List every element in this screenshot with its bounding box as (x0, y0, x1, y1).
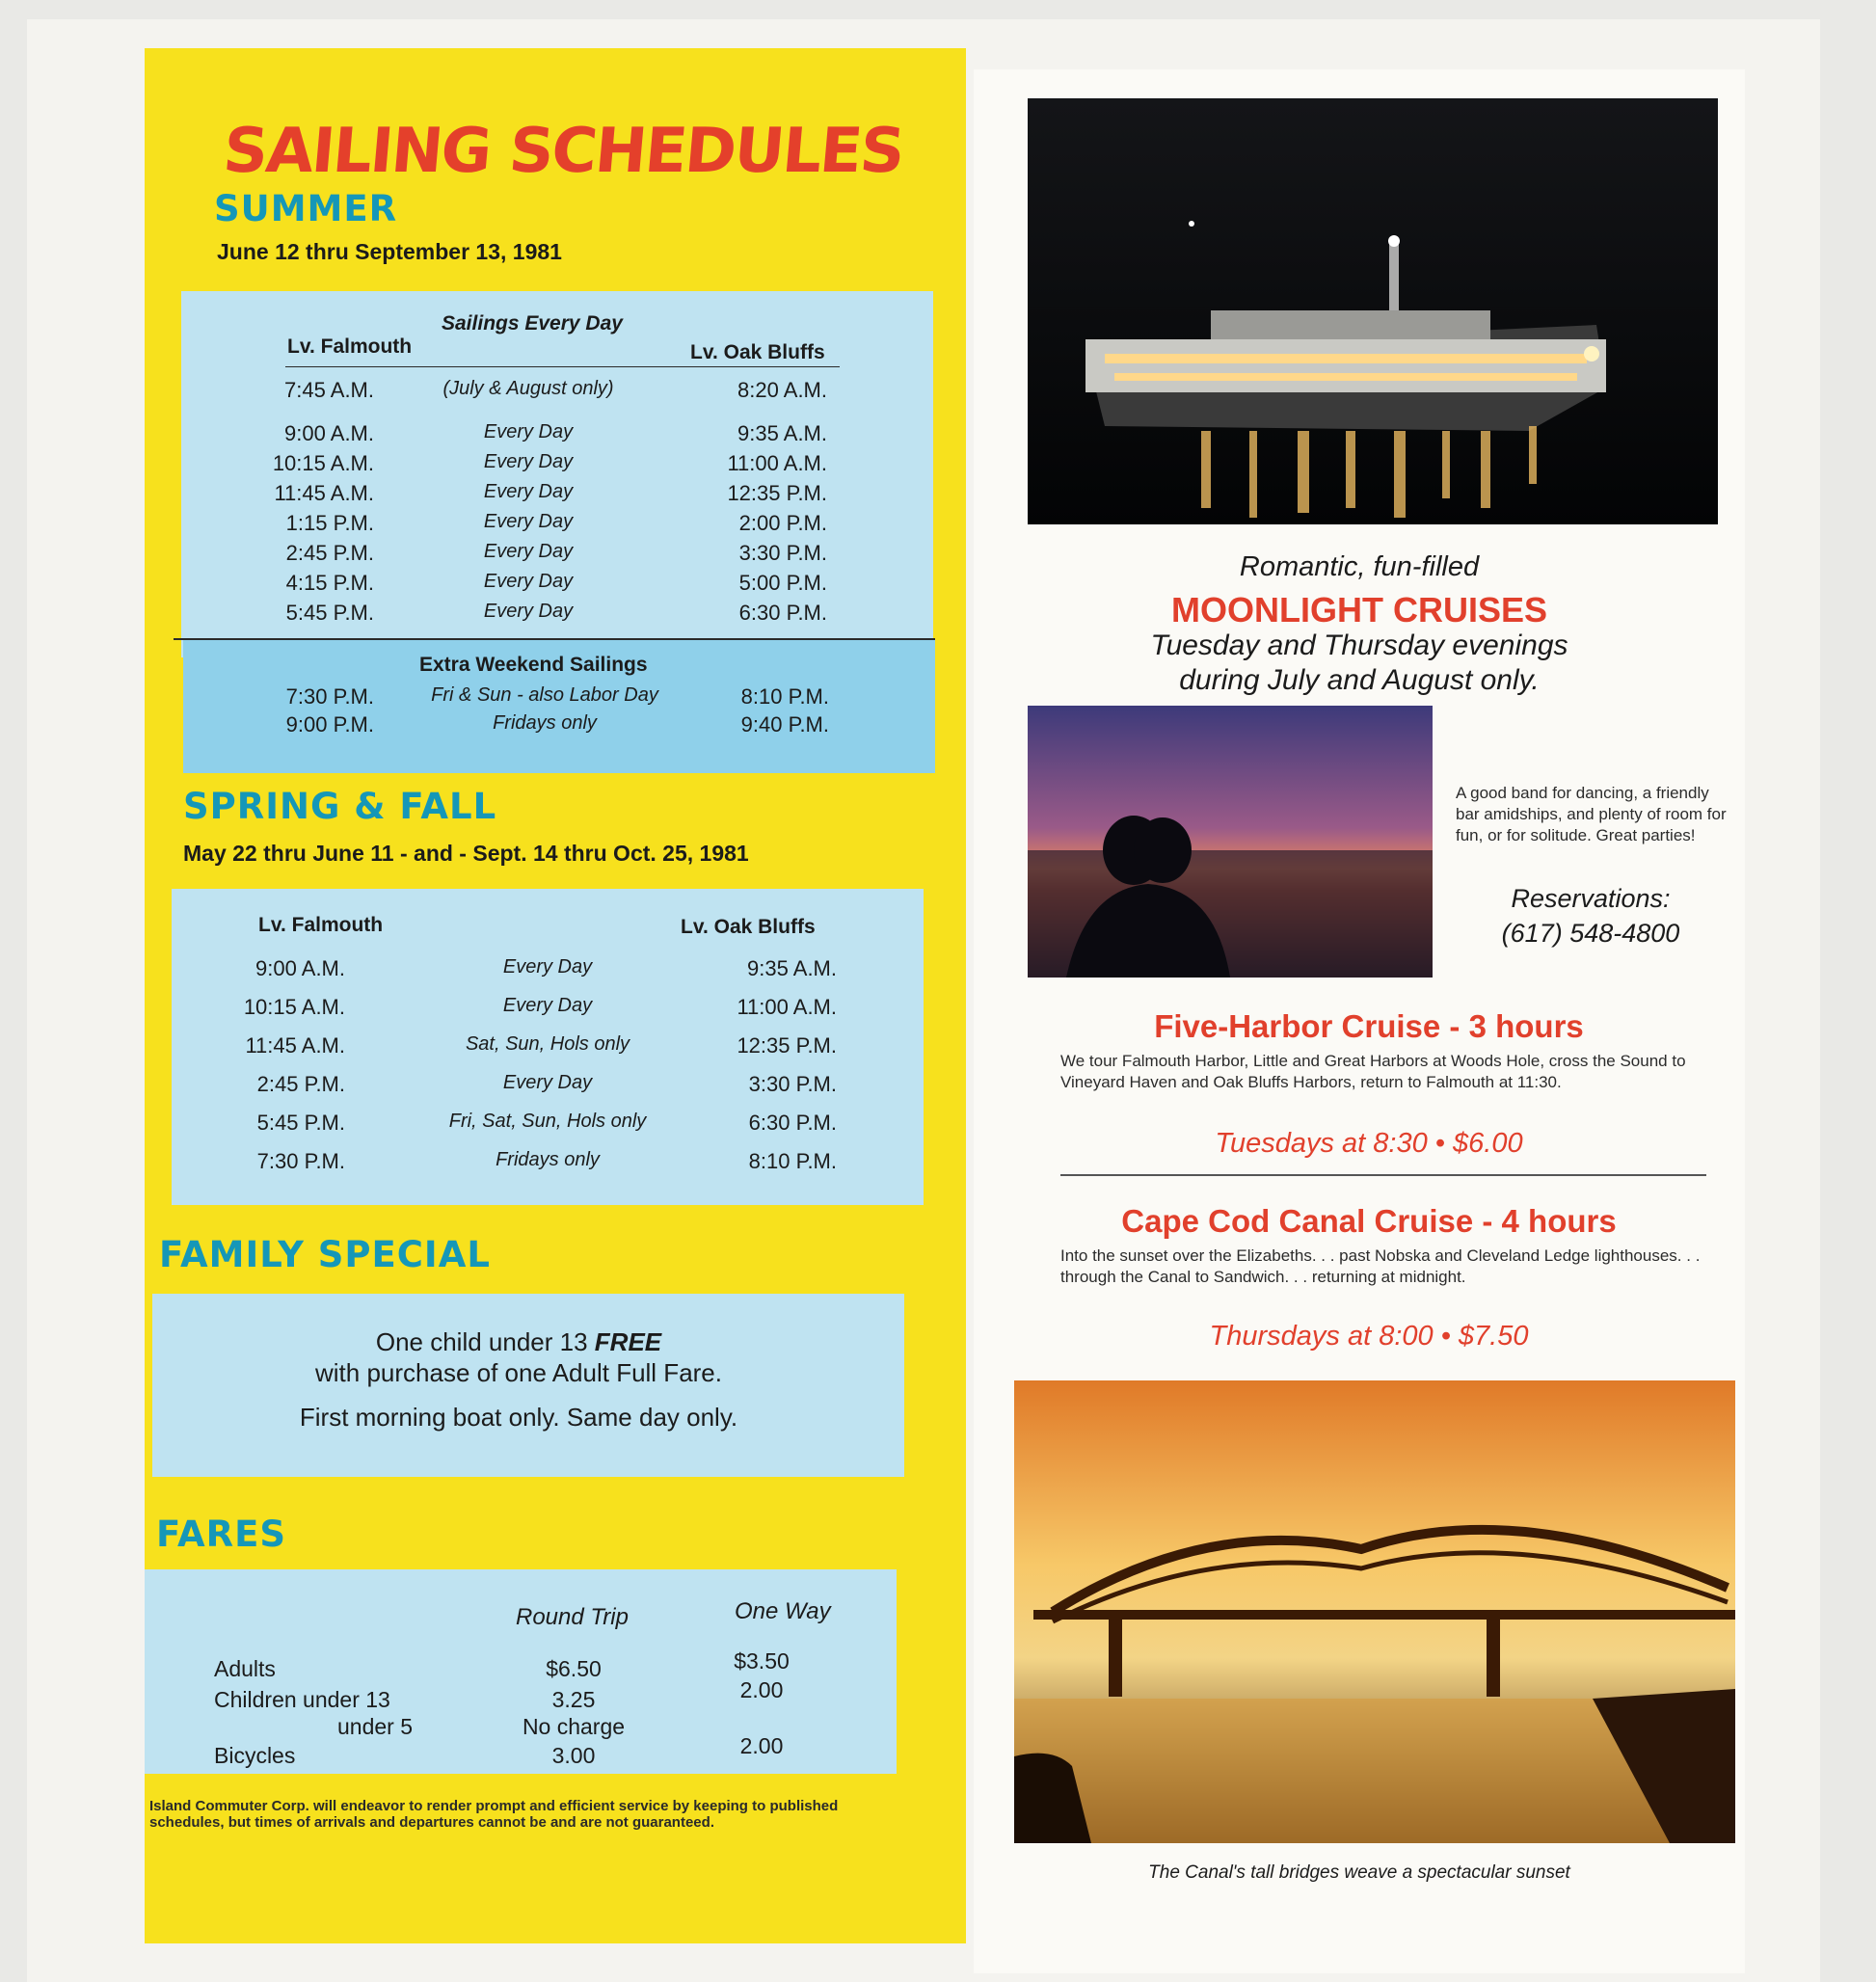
sailing-days: Fri & Sun - also Labor Day (431, 684, 658, 706)
moonlight-line-1: Tuesday and Thursday evenings (1150, 629, 1568, 661)
sailing-days: Every Day (483, 421, 574, 442)
departure-time: 1:15 P.M. (285, 511, 374, 535)
moonlight-heading: MOONLIGHT CRUISES (1170, 590, 1547, 629)
sailing-days: Fri, Sat, Sun, Hols only (448, 1111, 647, 1132)
arrival-time: 12:35 P.M. (727, 481, 827, 505)
arrival-time: 9:40 P.M. (740, 712, 829, 737)
summer-box-title: Sailings Every Day (442, 312, 623, 335)
sailing-days: Every Day (502, 995, 593, 1016)
canal-caption: The Canal's tall bridges weave a spectacular sunset (1148, 1862, 1570, 1883)
disclaimer: Island Commuter Corp. will endeavor to render prompt and efficient service by keeping to published schedules, but times of arrivals and departures cannot be and are not guaranteed. (149, 1798, 839, 1831)
moonlight-schedule (974, 629, 1745, 698)
arrival-time: 11:00 A.M. (727, 451, 827, 475)
departure-time: 7:30 P.M. (256, 1149, 345, 1173)
reservations-phone: (617) 548-4800 (1501, 919, 1680, 948)
departure-time: 2:45 P.M. (256, 1072, 345, 1096)
arrival-time: 9:35 A.M. (747, 956, 837, 980)
arrival-time: 11:00 A.M. (737, 995, 837, 1019)
fares-col-round-trip: Round Trip (516, 1604, 629, 1630)
summer-col-falmouth: Lv. Falmouth (287, 335, 413, 358)
fare-label: Bicycles (214, 1743, 296, 1768)
departure-time: 7:45 A.M. (284, 378, 374, 402)
sunset-couple-photo (1028, 706, 1433, 978)
fare-round-trip: $6.50 (546, 1656, 602, 1681)
arrival-time: 6:30 P.M. (738, 601, 827, 625)
sailing-days: Every Day (483, 571, 574, 592)
fare-label: under 5 (337, 1714, 414, 1739)
fare-label: Adults (214, 1656, 276, 1681)
five-harbor-heading: Five-Harbor Cruise - 3 hours (1154, 1008, 1584, 1044)
night-boat-photo (1028, 98, 1718, 524)
spring-fall-dates: May 22 thru June 11 - and - Sept. 14 thru Oct. 25, 1981 (183, 841, 749, 866)
arrival-time: 5:00 P.M. (738, 571, 827, 595)
fares-col-one-way: One Way (735, 1598, 831, 1624)
sailing-days: Fridays only (493, 712, 597, 734)
sailing-days: Fridays only (496, 1149, 600, 1170)
departure-time: 9:00 P.M. (285, 712, 374, 737)
arrival-time: 2:00 P.M. (738, 511, 827, 535)
summer-dates: June 12 thru September 13, 1981 (217, 239, 562, 264)
reservations (1446, 881, 1735, 951)
fare-one-way: $3.50 (734, 1648, 790, 1674)
spring-col-falmouth: Lv. Falmouth (258, 914, 384, 936)
extra-weekend-title: Extra Weekend Sailings (419, 654, 648, 676)
fare-round-trip: No charge (522, 1714, 626, 1739)
sailing-days: Every Day (502, 1072, 593, 1093)
summer-col-oak-bluffs: Lv. Oak Bluffs (690, 341, 825, 363)
arrival-time: 12:35 P.M. (737, 1033, 837, 1058)
fare-one-way: 2.00 (739, 1733, 784, 1758)
departure-time: 2:45 P.M. (285, 541, 374, 565)
departure-time: 5:45 P.M. (256, 1111, 345, 1135)
sailing-days: Every Day (483, 601, 574, 622)
fare-one-way: 2.00 (739, 1677, 784, 1702)
fare-round-trip: 3.25 (551, 1687, 596, 1712)
sailing-days: Every Day (502, 956, 593, 978)
summer-heading: SUMMER (214, 188, 398, 229)
spring-col-oak-bluffs: Lv. Oak Bluffs (681, 916, 816, 938)
arrival-time: 3:30 P.M. (738, 541, 827, 565)
sailing-days: Every Day (483, 541, 574, 562)
sailing-days: Every Day (483, 481, 574, 502)
departure-time: 4:15 P.M. (285, 571, 374, 595)
family-heading: FAMILY SPECIAL (159, 1234, 491, 1275)
cape-cod-when: Thursdays at 8:00 • $7.50 (1209, 1321, 1529, 1352)
sailing-days: Every Day (483, 451, 574, 472)
canal-bridge-photo (1014, 1380, 1735, 1843)
sailing-days: Sat, Sun, Hols only (465, 1033, 630, 1055)
departure-time: 9:00 A.M. (255, 956, 345, 980)
five-harbor-when: Tuesdays at 8:30 • $6.00 (1215, 1128, 1523, 1159)
cape-cod-desc: Into the sunset over the Elizabeths. . . past Nobska and Cleveland Ledge lighthouses. . . through the Canal to Sandwich. . . returning at midnight. (1060, 1246, 1701, 1286)
departure-time: 11:45 A.M. (245, 1033, 345, 1058)
page-title: SAILING SCHEDULES (220, 116, 906, 187)
spring-fall-schedule-box (172, 889, 924, 1205)
fares-heading: FARES (156, 1513, 287, 1555)
fares-box (145, 1569, 897, 1774)
sailing-days: (July & August only) (442, 378, 614, 399)
five-harbor-desc: We tour Falmouth Harbor, Little and Great Harbors at Woods Hole, cross the Sound to Vineyard Haven and Oak Bluffs Harbors, return to Falmouth at 11:30. (1060, 1052, 1686, 1091)
arrival-time: 8:20 A.M. (737, 378, 827, 402)
schedule-panel (145, 48, 966, 1943)
arrival-time: 9:35 A.M. (737, 421, 827, 445)
cape-cod-heading: Cape Cod Canal Cruise - 4 hours (1121, 1203, 1617, 1239)
arrival-time: 8:10 P.M. (748, 1149, 837, 1173)
summer-schedule-box (181, 291, 933, 657)
family-line-3: First morning boat only. Same day only. (299, 1403, 738, 1432)
departure-time: 9:00 A.M. (284, 421, 374, 445)
departure-time: 7:30 P.M. (285, 684, 374, 709)
departure-time: 10:15 A.M. (243, 995, 345, 1019)
family-line-1: One child under 13 FREE (375, 1327, 662, 1356)
reservations-label: Reservations: (1511, 884, 1671, 913)
moonlight-line-2: during July and August only. (1179, 664, 1540, 696)
cruises-panel (974, 69, 1745, 1973)
extra-weekend-box (183, 638, 935, 773)
arrival-time: 3:30 P.M. (748, 1072, 837, 1096)
family-line-2: with purchase of one Adult Full Fare. (314, 1358, 722, 1387)
arrival-time: 6:30 P.M. (748, 1111, 837, 1135)
arrival-time: 8:10 P.M. (740, 684, 829, 709)
sailing-days: Every Day (483, 511, 574, 532)
fare-round-trip: 3.00 (551, 1743, 596, 1768)
departure-time: 10:15 A.M. (272, 451, 374, 475)
moonlight-intro: Romantic, fun-filled (1239, 551, 1480, 582)
spring-fall-heading: SPRING & FALL (183, 786, 497, 827)
fare-label: Children under 13 (214, 1687, 390, 1712)
departure-time: 5:45 P.M. (285, 601, 374, 625)
family-box (152, 1294, 904, 1477)
departure-time: 11:45 A.M. (274, 481, 374, 505)
moonlight-blurb: A good band for dancing, a friendly bar amidships, and plenty of room for fun, or for solitude. Great parties! (1456, 784, 1727, 844)
